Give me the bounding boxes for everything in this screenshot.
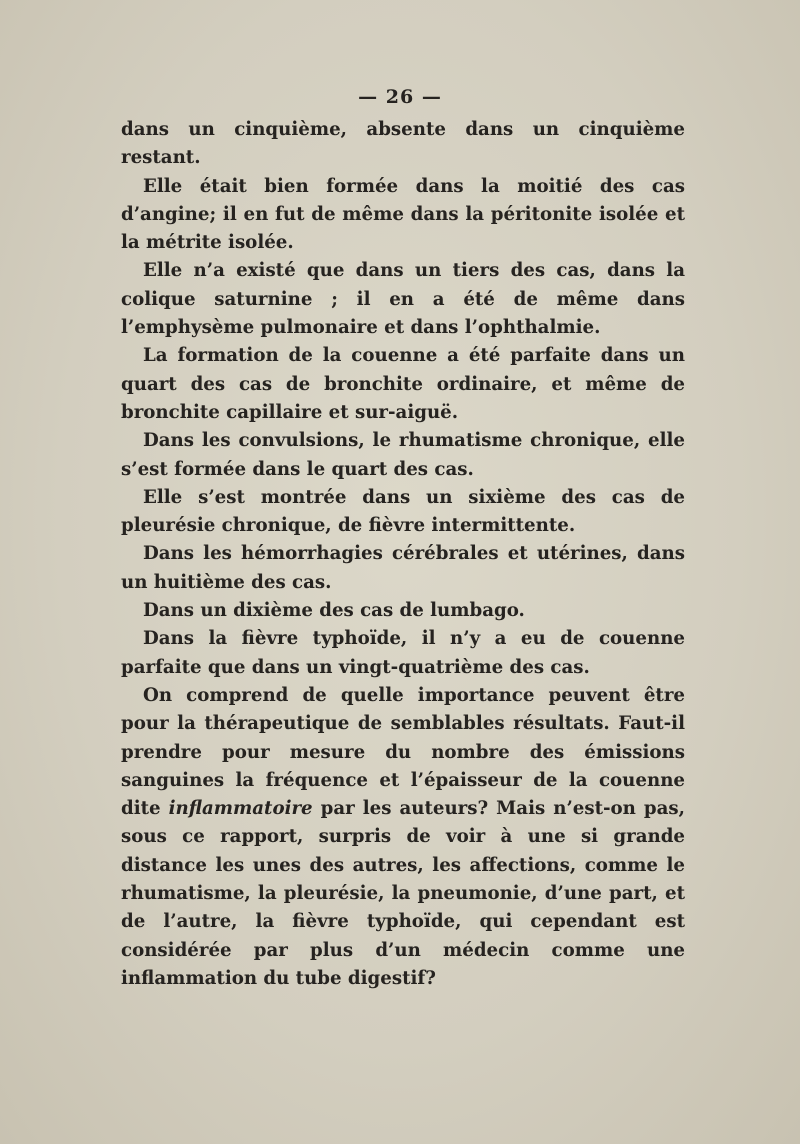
closing-text-end: par les auteurs? Mais n’est-on pas, sous ce rapport, surpris de voir à une si grande distance les unes des autres, les affections, comme le rhumatisme, la pleurésie, la pneumonie, d’une part, et de l’autre, la fièvre typhoïde, qui cependant est considérée par plus d’un médecin comme une inflammation du tube digestif? bbox=[121, 798, 685, 989]
paragraph: Elle était bien formée dans la moitié des cas d’angine; il en fut de même dans la péritonite isolée et la métrite isolée. bbox=[121, 175, 685, 254]
page-number: — 26 — bbox=[358, 86, 442, 108]
paragraph: Dans la fièvre typhoïde, il n’y a eu de couenne parfaite que dans un vingt-quatrième des cas. bbox=[121, 628, 685, 678]
closing-paragraph bbox=[121, 682, 685, 993]
body-text bbox=[121, 116, 685, 993]
emphasized-term: inflammatoire bbox=[168, 798, 313, 820]
paragraph: La formation de la couenne a été parfaite dans un quart des cas de bronchite ordinaire, et même de bronchite capillaire et sur-aiguë. bbox=[121, 345, 685, 423]
closing-text-start: On comprend de quelle importance peuvent être pour la thérapeutique de semblables résultats. Faut-il prendre pour mesure du nombre des émissions sanguines la fréquence et l’épaisseur de la couenne dite bbox=[121, 684, 685, 820]
paragraph: dans un cinquième, absente dans un cinquième restant. bbox=[121, 119, 685, 169]
paragraph: Dans les hémorrhagies cérébrales et utérines, dans un huitième des cas. bbox=[121, 543, 685, 593]
paragraph: Elle n’a existé que dans un tiers des cas, dans la colique saturnine ; il en a été de même dans l’emphysème pulmonaire et dans l’ophthalmie. bbox=[121, 260, 685, 339]
paragraph: Dans un dixième des cas de lumbago. bbox=[143, 600, 525, 622]
paragraph: Elle s’est montrée dans un sixième des cas de pleurésie chronique, de fièvre intermittente. bbox=[121, 486, 685, 537]
paragraph: Dans les convulsions, le rhumatisme chronique, elle s’est formée dans le quart des cas. bbox=[121, 430, 685, 480]
